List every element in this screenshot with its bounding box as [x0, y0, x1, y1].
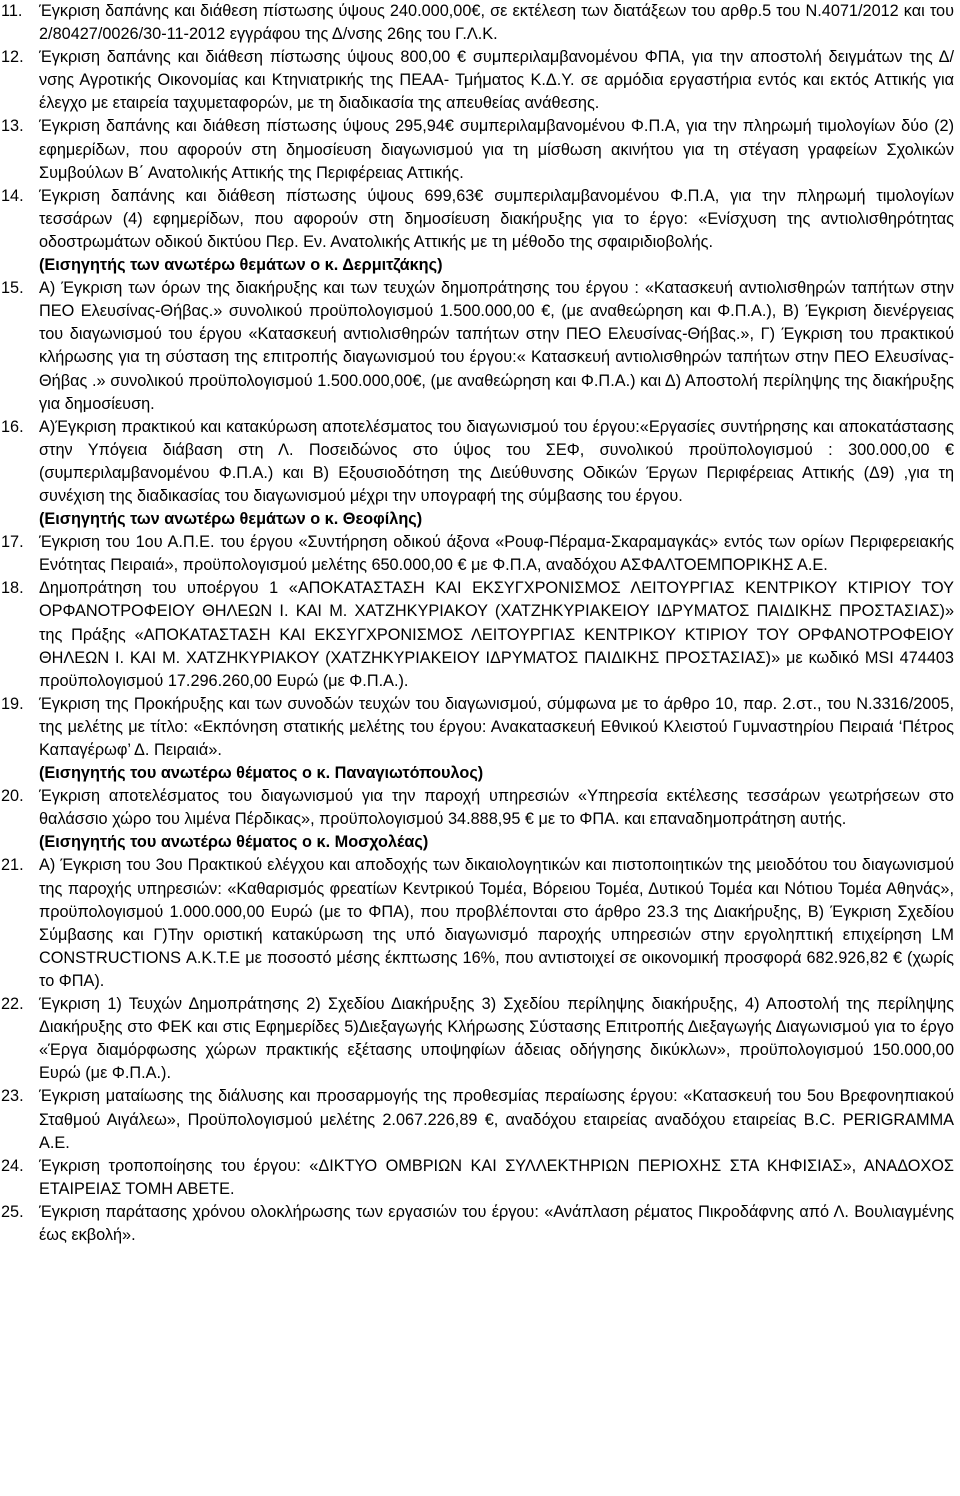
agenda-item: [1, 277, 954, 416]
item-text: Έγκριση του 1ου Α.Π.Ε. του έργου «Συντήρηση οδικού άξονα «Ρουφ-Πέραμα-Σκαραμαγκάς» εντός των ορίων Περιφερειακής Ενότητας Πειραιά», προϋπολογισμού μελέτης 650.000,00 € με Φ.Π.Α, αναδόχου ΑΣΦΑΛΤΟΕΜΠΟΡΙΚΗΣ Α.Ε.: [39, 533, 954, 575]
item-text: Έγκριση αποτελέσματος του διαγωνισμού για την παροχή υπηρεσιών «Υπηρεσία εκτέλεσης τεσσάρων γεωτρήσεων στο θαλάσσιο χώρο του λιμένα Πέρδικας», προϋπολογισμού 34.888,95 € με το ΦΠΑ. και επαναδημοπράτηση αυτής.: [39, 787, 954, 829]
rapporteur-line: (Εισηγητής του ανωτέρω θέματος ο κ. Παναγιωτόπουλος): [39, 764, 484, 783]
agenda-item: [1, 115, 954, 184]
agenda-item: [1, 693, 954, 762]
item-text: Δημοπράτηση του υποέργου 1 «ΑΠΟΚΑΤΑΣΤΑΣΗ ΚΑΙ ΕΚΣΥΓΧΡΟΝΙΣΜΟΣ ΛΕΙΤΟΥΡΓΙΑΣ ΚΕΝΤΡΙΚΟΥ ΚΤΙΡΙΟΥ ΤΟΥ ΟΡΦΑΝΟΤΡΟΦΕΙΟΥ ΘΗΛΕΩΝ Ι. ΚΑΙ Μ. ΧΑΤΖΗΚΥΡΙΑΚΟΥ (ΧΑΤΖΗΚΥΡΙΑΚΕΙΟΥ ΙΔΡΥΜΑΤΟΣ ΠΑΙΔΙΚΗΣ ΠΡΟΣΤΑΣΙΑΣ)» της Πράξης «ΑΠΟΚΑΤΑΣΤΑΣΗ ΚΑΙ ΕΚΣΥΓΧΡΟΝΙΣΜΟΣ ΛΕΙΤΟΥΡΓΙΑΣ ΚΕΝΤΡΙΚΟΥ ΚΤΙΡΙΟΥ ΤΟΥ ΟΡΦΑΝΟΤΡΟΦΕΙΟΥ ΘΗΛΕΩΝ Ι. ΚΑΙ Μ. ΧΑΤΖΗΚΥΡΙΑΚΟΥ (ΧΑΤΖΗΚΥΡΙΑΚΕΙΟΥ ΙΔΡΥΜΑΤΟΣ ΠΑΙΔΙΚΗΣ ΠΡΟΣΤΑΣΙΑΣ)» με κωδικό MSI 474403 προϋπολογισμού 17.296.260,00 Ευρώ (με Φ.Π.Α.).: [39, 579, 954, 690]
item-number: 25.: [1, 1202, 24, 1221]
agenda-item: [1, 416, 954, 508]
item-number: 11.: [1, 2, 23, 20]
agenda-item: [1, 46, 954, 115]
agenda-item: [1, 0, 954, 46]
agenda-item: [1, 1155, 954, 1201]
item-number: 24.: [1, 1156, 24, 1175]
rapporteur-line: (Εισηγητής του ανωτέρω θέματος ο κ. Μοσχολέας): [39, 833, 429, 852]
agenda-item: [1, 854, 954, 993]
item-number: 13.: [1, 117, 24, 136]
rapporteur-line: (Εισηγητής των ανωτέρω θεμάτων ο κ. Δερμιτζάκης): [39, 256, 443, 275]
agenda-item: [1, 531, 954, 577]
item-text: Έγκριση δαπάνης και διάθεση πίστωσης ύψους 699,63€ συμπεριλαμβανομένου Φ.Π.Α, για την πληρωμή τιμολογίων τεσσάρων (4) εφημερίδων, που αφορούν στη δημοσίευση διακήρυξης για το έργο: «Ενίσχυση της αντιολισθηρότητας οδοστρωμάτων οδικού δικτύου Περ. Εν. Ανατολικής Αττικής με τη μέθοδο της σφαιριδιοβολής.: [39, 186, 954, 251]
item-number: 12.: [1, 48, 24, 67]
item-text: Έγκριση 1) Τευχών Δημοπράτησης 2) Σχεδίου Διακήρυξης 3) Σχεδίου περίληψης διακήρυξης, 4) Αποστολή της περίληψης Διακήρυξης στο ΦΕΚ και στις Εφημερίδες 5)Διεξαγωγής Κλήρωσης Σύστασης Επιτροπής Διεξαγωγής Διαγωνισμού για το έργο «Έργα διαμόρφωσης χώρων πρακτικής εξέτασης υποψηφίων άδειας οδήγησης δικύκλων», προϋπολογισμού 150.000,00 Ευρώ (με Φ.Π.Α.).: [39, 995, 954, 1083]
item-text: Α)Έγκριση πρακτικού και κατακύρωση αποτελέσματος του διαγωνισμού του έργου:«Εργασίες συντήρησης και αποκατάστασης στην Υπόγεια διάβαση στη Λ. Ποσειδώνος στο ύψος του ΣΕΦ, συνολικού προϋπολογισμού : 300.000,00 € (συμπεριλαμβανομένου Φ.Π.Α.) και Β) Εξουσιοδότηση της Διεύθυνσης Οδικών Έργων Περιφέρειας Αττικής (Δ9) ,για τη συνέχιση της διαδικασίας του διαγωνισμού μέχρι την υπογραφή της σύμβασης του έργου.: [39, 417, 954, 505]
item-text: Έγκριση ματαίωσης της διάλυσης και προσαρμογής της προθεσμίας περαίωσης έργου: «Κατασκευή του 5ου Βρεφονηπιακού Σταθμού Αιγάλεω», Προϋπολογισμού μελέτης 2.067.226,89 €, αναδόχου εταιρείας αναδόχου εταιρείας B.C. PERIGRAMMA Α.Ε.: [39, 1087, 954, 1152]
item-text: Έγκριση παράτασης χρόνου ολοκλήρωσης των εργασιών του έργου: «Ανάπλαση ρέματος Πικροδάφνης από Λ. Βουλιαγμένης έως εκβολή».: [39, 1202, 954, 1244]
agenda-item: [1, 577, 954, 692]
item-text: Έγκριση τροποποίησης του έργου: «ΔΙΚΤΥΟ ΟΜΒΡΙΩΝ ΚΑΙ ΣΥΛΛΕΚΤΗΡΙΩΝ ΠΕΡΙΟΧΗΣ ΣΤΑ ΚΗΦΙΣΙΑΣ», ΑΝΑΔΟΧΟΣ ΕΤΑΙΡΕΙΑΣ ΤΟΜΗ ΑΒΕΤΕ.: [39, 1156, 954, 1198]
item-number: 23.: [1, 1087, 24, 1106]
item-number: 14.: [1, 186, 24, 205]
agenda-item: [1, 1201, 954, 1247]
item-number: 22.: [1, 995, 24, 1014]
item-number: 19.: [1, 694, 24, 713]
agenda-list: [1, 0, 954, 1247]
item-text: Έγκριση δαπάνης και διάθεση πίστωσης ύψους 240.000,00€, σε εκτέλεση των διατάξεων του αρθρ.5 του Ν.4071/2012 και του 2/80427/0026/30-11-2012 εγγράφου της Δ/νσης 26ης του Γ.Λ.Κ.: [39, 2, 954, 44]
item-number: 18.: [1, 579, 24, 598]
item-number: 16.: [1, 417, 24, 436]
item-text: Α) Έγκριση των όρων της διακήρυξης και των τευχών δημοπράτησης του έργου : «Κατασκευή αντιολισθηρών ταπήτων στην ΠΕΟ Ελευσίνας-Θήβας.» συνολικού προϋπολογισμού 1.500.000,00 €, (με αναθεώρηση και Φ.Π.Α.), Β) Έγκριση διενέργειας του διαγωνισμού του έργου «Κατασκευή αντιολισθηρών ταπήτων στην ΠΕΟ Ελευσίνας-Θήβας.», Γ) Έγκριση του πρακτικού κλήρωσης για τη σύσταση της επιτροπής διαγωνισμού του έργου:« Κατασκευή αντιολισθηρών ταπήτων στην ΠΕΟ Ελευσίνας-Θήβας .» συνολικού προϋπολογισμού 1.500.000,00€, (με αναθεώρηση και Φ.Π.Α.) και Δ) Αποστολή περίληψης της διακήρυξης για δημοσίευση.: [39, 279, 954, 413]
item-number: 21.: [1, 856, 24, 875]
item-text: Α) Έγκριση του 3ου Πρακτικού ελέγχου και αποδοχής των δικαιολογητικών και πιστοποιητικών της μειοδότου του διαγωνισμού της παροχής υπηρεσιών: «Καθαρισμός φρεατίων Κεντρικού Τομέα, Βόρειου Τομέα, Δυτικού Τομέα και Νότιου Τομέα Αθηνάς», προϋπολογισμού 1.000.000,00 Ευρώ (με το ΦΠΑ), που προβλέπονται στο άρθρο 23.3 της Διακήρυξης, Β) Έγκριση Σχεδίου Σύμβασης και Γ)Την οριστική κατακύρωση της υπό διαγωνισμό παροχής υπηρεσιών στην εργοληπτική επιχείρηση LM CONSTRUCTIONS Α.Κ.Τ.Ε με ποσοστό μέσης έκπτωσης 16%, που αντιστοιχεί σε οικονομική προσφορά 682.926,82 € (χωρίς το ΦΠΑ).: [39, 856, 954, 990]
item-text: Έγκριση δαπάνης και διάθεση πίστωσης ύψους 800,00 € συμπεριλαμβανομένου ΦΠΑ, για την αποστολή δειγμάτων της Δ/νσης Αγροτικής Οικονομίας και Κτηνιατρικής της ΠΕΑΑ- Τμήματος Κ.Δ.Υ. σε αρμόδια εργαστήρια εντός και εκτός Αττικής για έλεγχο με εταιρεία ταχυμεταφορών, με τη διαδικασία της απευθείας ανάθεσης.: [39, 48, 954, 113]
item-number: 20.: [1, 787, 24, 806]
agenda-item: [1, 993, 954, 1085]
agenda-item: [1, 785, 954, 831]
rapporteur-line: (Εισηγητής των ανωτέρω θεμάτων ο κ. Θεοφίλης): [39, 510, 423, 529]
item-number: 15.: [1, 279, 24, 298]
item-text: Έγκριση δαπάνης και διάθεση πίστωσης ύψους 295,94€ συμπεριλαμβανομένου Φ.Π.Α, για την πληρωμή τιμολογίων δύο (2) εφημερίδων, που αφορούν στη δημοσίευση διαγωνισμού για τη μίσθωση ακινήτου για τη στέγαση γραφείων Σχολικών Συμβούλων Β΄ Ανατολικής Αττικής της Περιφέρειας Αττικής.: [39, 117, 954, 182]
item-number: 17.: [1, 533, 24, 552]
item-text: Έγκριση της Προκήρυξης και των συνοδών τευχών του διαγωνισμού, σύμφωνα με το άρθρο 10, παρ. 2.στ., του Ν.3316/2005, της μελέτης με τίτλο: «Εκπόνηση στατικής μελέτης του έργου: Ανακατασκευή Εθνικού Κλειστού Γυμναστηρίου Πειραιά ‘Πέτρος Καπαγέρωφ’ Δ. Πειραιά».: [39, 694, 954, 759]
agenda-item: [1, 185, 954, 254]
agenda-item: [1, 1085, 954, 1154]
